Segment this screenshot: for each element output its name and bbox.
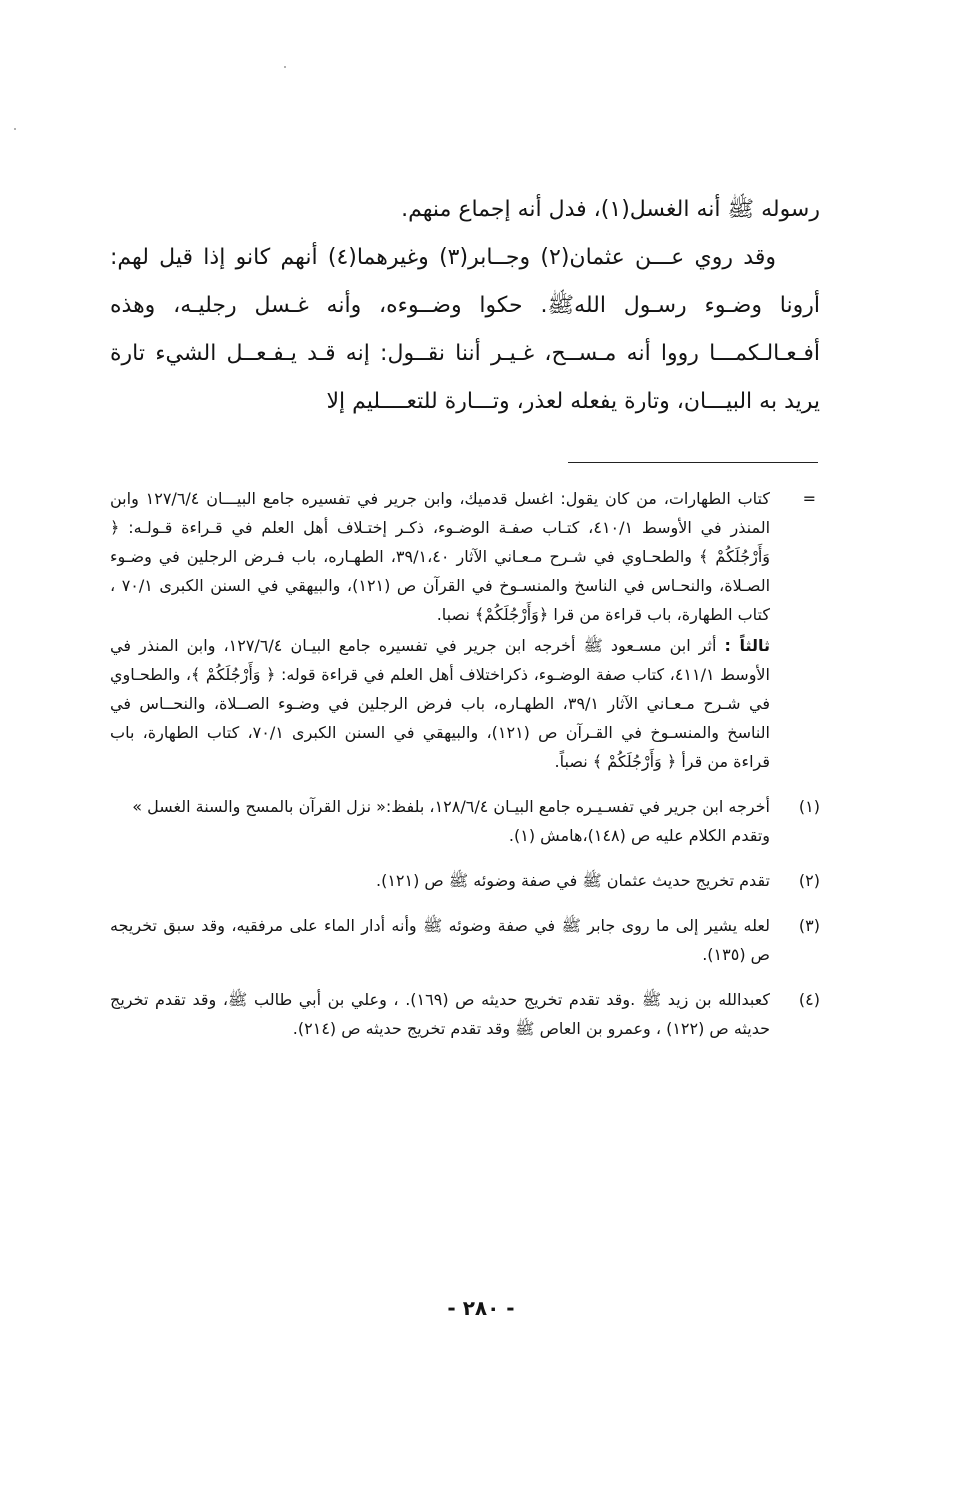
footnote-line: أخرجه ابن جرير في تفسـيـره جامع البيـان ١٢٨/٦/٤، بلفظ:« نزل القرآن بالمسح والسنة الغسل » xyxy=(132,797,770,816)
continuation-marker: = xyxy=(802,489,816,508)
footnote-separator xyxy=(568,462,818,463)
footnote-number: (٤) xyxy=(798,990,820,1009)
scan-speck xyxy=(14,128,16,130)
footnote-number: (١) xyxy=(798,797,820,816)
third-evidence xyxy=(110,631,770,776)
footnote-1 xyxy=(110,792,820,850)
main-text xyxy=(110,186,820,426)
footnote-number: (٣) xyxy=(798,916,820,935)
main-paragraph: وقد روي عـــن عثمان(٢) وجــابر(٣) وغيرهما(٤) أنهم كانو إذا قيل لهم: أرونا وضـوء رسـول اللهﷺ. حكوا وضــوءه، وأنه غـسل رجليـه، وهذه أفـعـالـكمـــا رووا أنه مـســح، غـيـر أننا نقــول: إنه قـد يـفـعــل الشيء تارة يريد به البيـــان، وتارة يفعله لعذر، وتـــارة للتعــــليم إلا xyxy=(110,245,820,414)
footnote-2 xyxy=(110,866,820,895)
footnote-line: لعله يشير إلى ما روى جابر ﷺ في صفة وضوئه ﷺ وأنه أدار الماء على مرفقيه، وقد سبق تخريجه ص (١٣٥). xyxy=(110,916,770,964)
page-number: - ٢٨٠ - xyxy=(447,1296,515,1320)
footnote-line: تقدم تخريج حديث عثمان ﷺ في صفة وضوئه ﷺ ص (١٢١). xyxy=(375,871,770,890)
main-paragraph: رسوله ﷺ أنه الغسل(١)، فدل أنه إجماع منهم. xyxy=(401,197,820,222)
footnote-continuation xyxy=(110,484,820,776)
footnotes-area xyxy=(110,484,820,1043)
third-text: أثر ابن مسـعود ﷺ أخرجه ابن جرير في تفسيره جامع البيـان ١٢٧/٦/٤، وابن المنذر في الأوسط ٤١١/١، كتاب صفة الوضـوء، ذكراختلاف أهل العلم في قراءة قوله: ﴿ وَأَرْجُلَكُمْ ﴾، والطحـاوي في شـرح مـعـاني الآثار ٣٩/١، الطهـاره، باب فرض الرجلين في وضـوء الصــلاة، والنحــاس في الناسخ والمنسـوخ في القـرآن ص (١٢١)، والبيهقي في السنن الكبرى ٧٠/١، كتاب الطهارة، باب قراءة من قرأ ﴿ وَأَرْجُلَكُمْ ﴾ نصباً. xyxy=(110,636,771,771)
third-lead: ثالثاً : xyxy=(724,636,771,655)
scan-speck xyxy=(284,66,286,68)
continuation-text: كتاب الطهارات، من كان يقول: اغسل قدميك، وابن جرير في تفسيره جامع البيـــان ١٢٧/٦/٤ وابن المنذر في الأوسط ٤١٠/١، كتـاب صفـة الوضـوء، ذكـر إختـلاف أهل العلم في قـراءة قـولـه: ﴿ وَأَرْجُلَكُمْ ﴾ والطحـاوي في شـرح مـعـاني الآثار ٣٩/١،٤٠، الطهـاره، باب فـرض الرجلين في وضـوء الصـلاة، والنحـاس في الناسخ والمنسـوخ في القرآن ص (١٢١)، والبيهقي في السنن الكبرى ٧٠/١ ، كتاب الطهارة، باب قراءة من قرا ﴿وَأَرْجُلَكُمْ﴾ نصبا. xyxy=(110,489,771,624)
footnote-line: كعبدالله بن زيد ﷺ .وقد تقدم تخريج حديثه ص (١٦٩). ، وعلي بن أبي طالب ﷺ، وقد تقدم تخريج حديثه ص (١٢٢) ، وعمرو بن العاص ﷺ وقد تقدم تخريج حديثه ص (٢١٤). xyxy=(110,990,770,1038)
footnote-line: وتقدم الكلام عليه ص (١٤٨)،هامش (١). xyxy=(508,826,770,845)
footnote-3 xyxy=(110,911,820,969)
footnote-number: (٢) xyxy=(798,871,820,890)
footnote-4 xyxy=(110,985,820,1043)
